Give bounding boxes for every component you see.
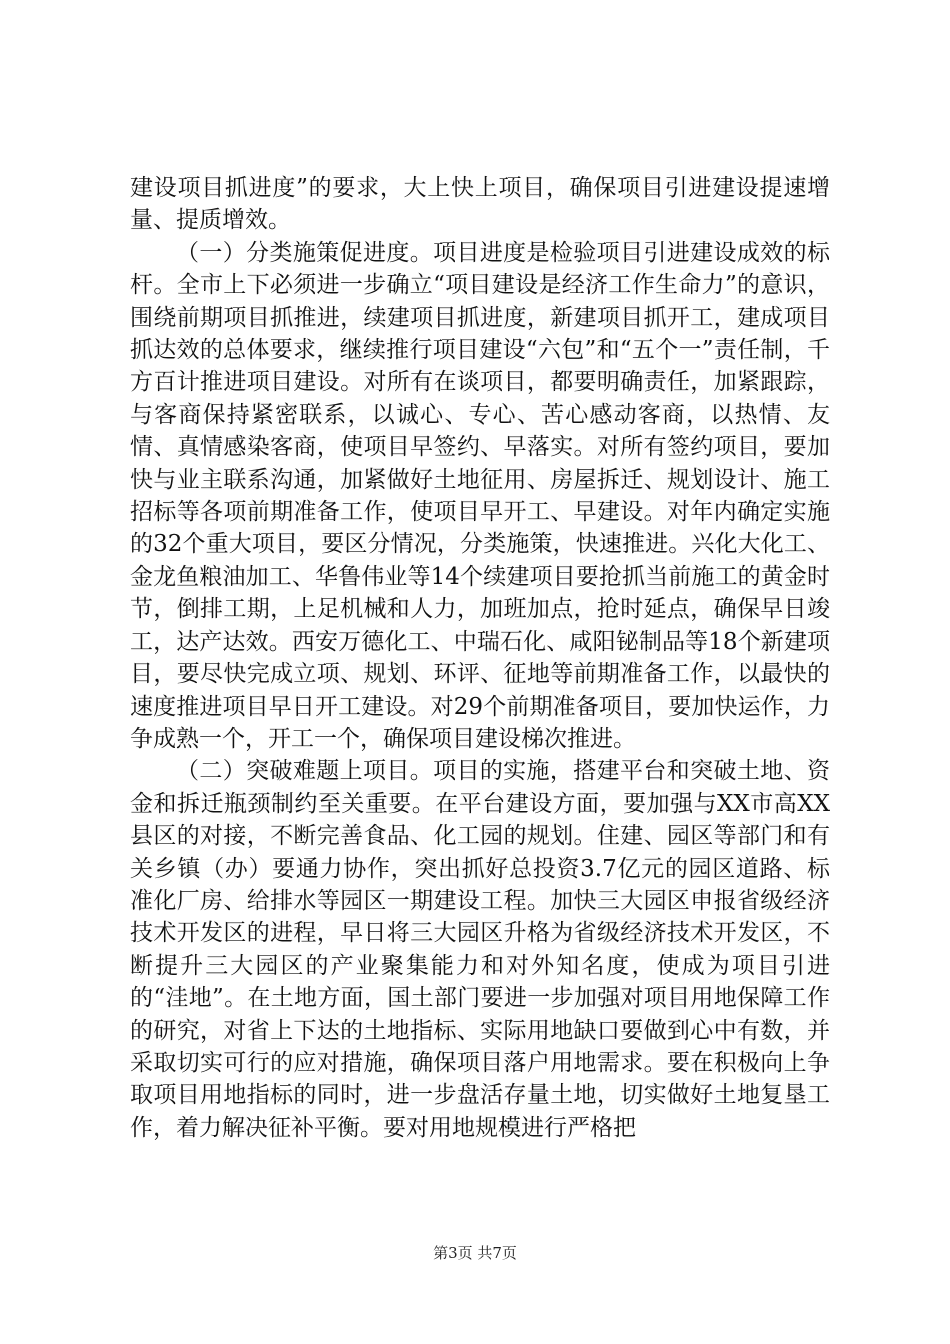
document-body [130, 172, 830, 1144]
paragraph-section-1: （一）分类施策促进度。项目进度是检验项目引进建设成效的标杆。全市上下必须进一步确立“项目建设是经济工作生命力”的意识，围绕前期项目抓推进，续建项目抓进度，新建项目抓开工，建成项目抓达效的总体要求，继续推行项目建设“六包”和“五个一”责任制，千方百计推进项目建设。对所有在谈项目，都要明确责任，加紧跟踪，与客商保持紧密联系，以诚心、专心、苦心感动客商，以热情、友情、真情感染客商，使项目早签约、早落实。对所有签约项目，要加快与业主联系沟通，加紧做好土地征用、房屋拆迁、规划设计、施工招标等各项前期准备工作，使项目早开工、早建设。对年内确定实施的32个重大项目，要区分情况，分类施策，快速推进。兴化大化工、金龙鱼粮油加工、华鲁伟业等14个续建项目要抢抓当前施工的黄金时节，倒排工期，上足机械和人力，加班加点，抢时延点，确保早日竣工，达产达效。西安万德化工、中瑞石化、咸阳铋制品等18个新建项目，要尽快完成立项、规划、环评、征地等前期准备工作，以最快的速度推进项目早日开工建设。对29个前期准备项目，要加快运作，力争成熟一个，开工一个，确保项目建设梯次推进。 [130, 239, 830, 752]
paragraph-section-2: （二）突破难题上项目。项目的实施，搭建平台和突破土地、资金和拆迁瓶颈制约至关重要。在平台建设方面，要加强与XX市高XX县区的对接，不断完善食品、化工园的规划。住建、园区等部门和有关乡镇（办）要通力协作，突出抓好总投资3.7亿元的园区道路、标准化厂房、给排水等园区一期建设工程。加快三大园区申报省级经济技术开发区的进程，早日将三大园区升格为省级经济技术开发区，不断提升三大园区的产业聚集能力和对外知名度，使成为项目引进的“洼地”。在土地方面，国土部门要进一步加强对项目用地保障工作的研究，对省上下达的土地指标、实际用地缺口要做到心中有数，并采取切实可行的应对措施，确保项目落户用地需求。要在积极向上争取项目用地指标的同时，进一步盘活存量土地，切实做好土地复垦工作，着力解决征补平衡。要对用地规模进行严格把 [130, 758, 830, 1141]
page-footer: 第3页 共7页 [433, 1244, 517, 1262]
paragraph-continuation: 建设项目抓进度”的要求，大上快上项目，确保项目引进建设提速增量、提质增效。 [130, 175, 830, 234]
